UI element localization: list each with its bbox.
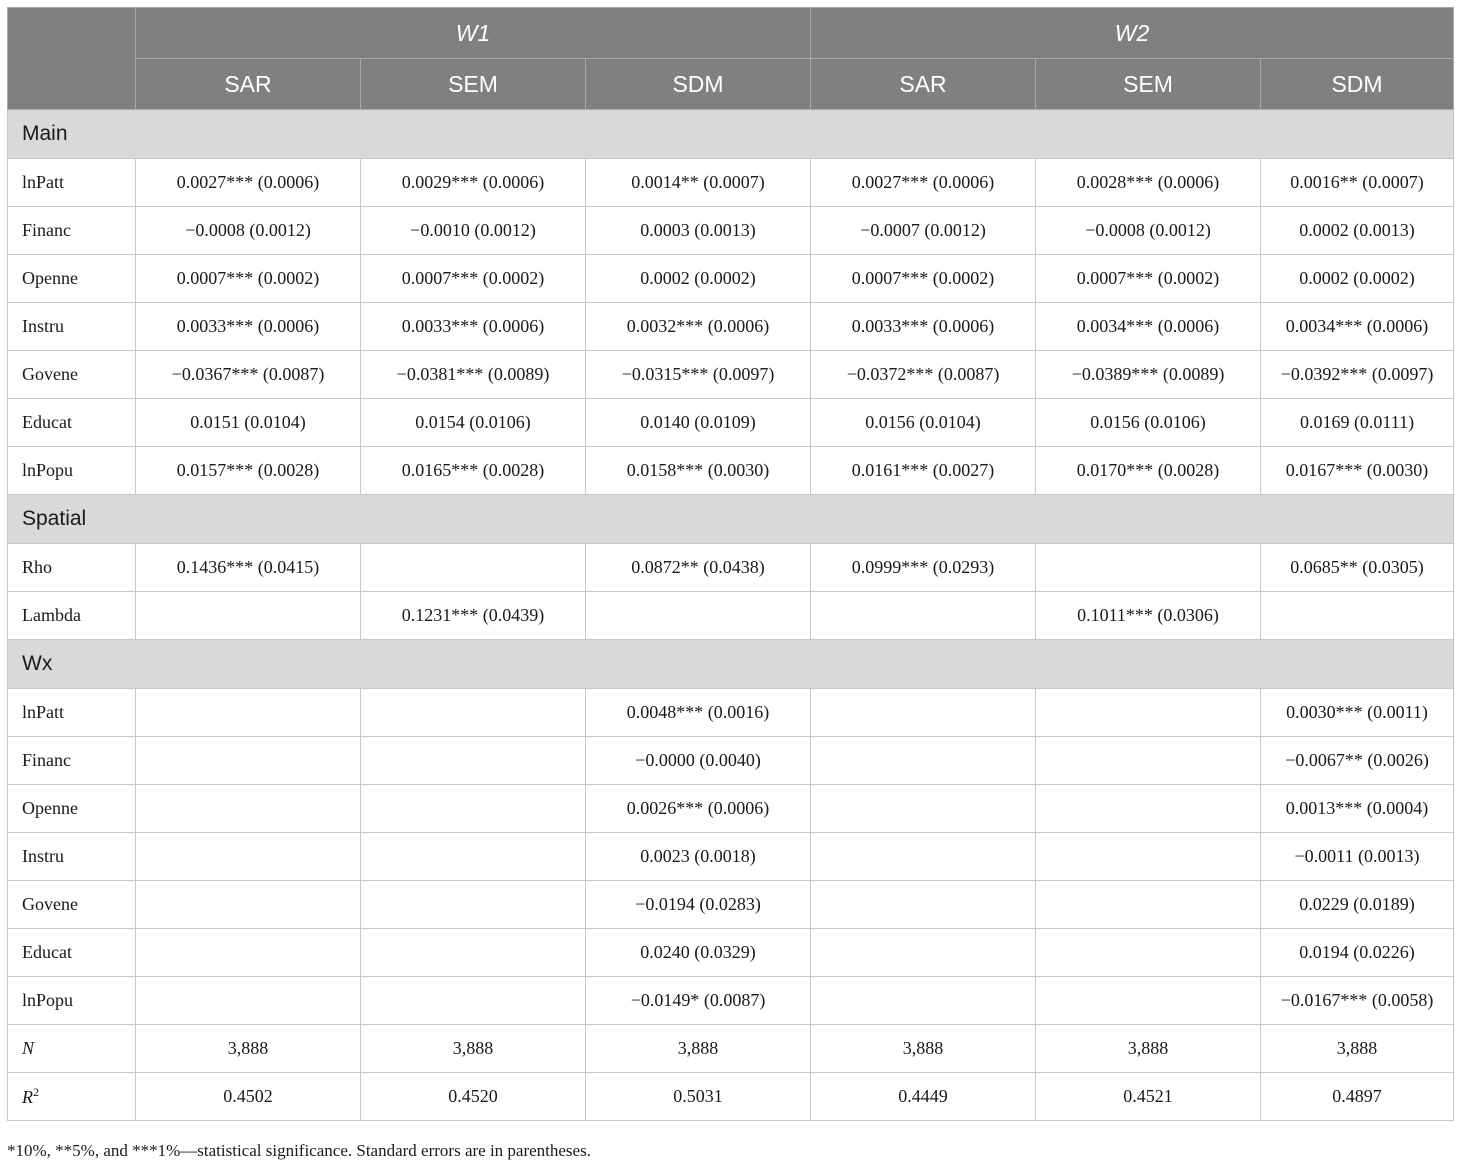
table-cell: 0.0034*** (0.0006) <box>1036 303 1261 351</box>
table-cell: 0.0033*** (0.0006) <box>361 303 586 351</box>
section-row-wx <box>8 640 1454 689</box>
table-cell: 3,888 <box>1036 1025 1261 1073</box>
row-label: Lambda <box>8 592 136 640</box>
summary-row <box>8 1073 1454 1121</box>
table-cell <box>1036 689 1261 737</box>
table-cell <box>136 881 361 929</box>
table-cell: −0.0381*** (0.0089) <box>361 351 586 399</box>
row-label: lnPatt <box>8 159 136 207</box>
row-label: Financ <box>8 207 136 255</box>
table-cell <box>136 929 361 977</box>
table-cell: 0.4449 <box>811 1073 1036 1121</box>
table-cell <box>1036 785 1261 833</box>
table-header <box>8 8 1454 110</box>
table-row <box>8 689 1454 737</box>
table-cell <box>811 881 1036 929</box>
table-cell: 0.0034*** (0.0006) <box>1261 303 1454 351</box>
table-cell: 3,888 <box>136 1025 361 1073</box>
row-label: Govene <box>8 881 136 929</box>
table-cell: −0.0007 (0.0012) <box>811 207 1036 255</box>
row-label: lnPopu <box>8 447 136 495</box>
table-cell: −0.0167*** (0.0058) <box>1261 977 1454 1025</box>
table-cell: −0.0011 (0.0013) <box>1261 833 1454 881</box>
table-cell: 3,888 <box>586 1025 811 1073</box>
table-row <box>8 592 1454 640</box>
table-row <box>8 303 1454 351</box>
table-row <box>8 929 1454 977</box>
table-cell <box>361 544 586 592</box>
table-cell: 0.0007*** (0.0002) <box>811 255 1036 303</box>
table-cell <box>136 592 361 640</box>
header-model-w1-sem: SEM <box>361 59 586 110</box>
table-cell <box>361 881 586 929</box>
table-cell: 0.0156 (0.0104) <box>811 399 1036 447</box>
table-cell <box>1036 544 1261 592</box>
row-label: Openne <box>8 785 136 833</box>
table-cell <box>811 785 1036 833</box>
table-cell <box>136 785 361 833</box>
table-cell <box>811 592 1036 640</box>
table-cell: 0.0002 (0.0002) <box>1261 255 1454 303</box>
table-cell: 0.0140 (0.0109) <box>586 399 811 447</box>
table-cell: 0.0872** (0.0438) <box>586 544 811 592</box>
table-cell: 0.0033*** (0.0006) <box>811 303 1036 351</box>
table-row <box>8 159 1454 207</box>
table-cell <box>811 689 1036 737</box>
table-row <box>8 207 1454 255</box>
table-cell <box>136 689 361 737</box>
row-label <box>8 1073 136 1121</box>
table-row <box>8 399 1454 447</box>
table-cell: 0.0003 (0.0013) <box>586 207 811 255</box>
table-cell: 0.0027*** (0.0006) <box>136 159 361 207</box>
header-group-w2: W2 <box>811 8 1454 59</box>
table-row <box>8 881 1454 929</box>
row-label-text: R <box>22 1087 33 1107</box>
table-cell: 0.0013*** (0.0004) <box>1261 785 1454 833</box>
table-cell: 0.0685** (0.0305) <box>1261 544 1454 592</box>
table-cell: −0.0372*** (0.0087) <box>811 351 1036 399</box>
table-cell: 0.0007*** (0.0002) <box>136 255 361 303</box>
table-cell: 3,888 <box>811 1025 1036 1073</box>
regression-table-container <box>7 7 1453 1121</box>
table-cell: 0.0007*** (0.0002) <box>1036 255 1261 303</box>
table-cell: −0.0008 (0.0012) <box>1036 207 1261 255</box>
table-cell: 0.1436*** (0.0415) <box>136 544 361 592</box>
table-cell: −0.0389*** (0.0089) <box>1036 351 1261 399</box>
row-label <box>8 1025 136 1073</box>
table-cell: −0.0008 (0.0012) <box>136 207 361 255</box>
table-cell: −0.0392*** (0.0097) <box>1261 351 1454 399</box>
table-cell <box>136 737 361 785</box>
table-cell: 0.0007*** (0.0002) <box>361 255 586 303</box>
row-label: Govene <box>8 351 136 399</box>
header-model-w2-sar: SAR <box>811 59 1036 110</box>
row-label: Openne <box>8 255 136 303</box>
table-cell: 0.4502 <box>136 1073 361 1121</box>
table-row <box>8 833 1454 881</box>
table-row <box>8 737 1454 785</box>
row-label: Educat <box>8 929 136 977</box>
table-cell <box>811 929 1036 977</box>
table-cell: 0.0167*** (0.0030) <box>1261 447 1454 495</box>
table-cell: −0.0315*** (0.0097) <box>586 351 811 399</box>
table-cell: 0.0999*** (0.0293) <box>811 544 1036 592</box>
section-title: Wx <box>8 640 1454 689</box>
header-row-models <box>8 59 1454 110</box>
row-label-superscript: 2 <box>33 1085 39 1099</box>
table-cell: −0.0149* (0.0087) <box>586 977 811 1025</box>
table-cell <box>361 929 586 977</box>
row-label: Educat <box>8 399 136 447</box>
table-cell: −0.0194 (0.0283) <box>586 881 811 929</box>
header-group-w1: W1 <box>136 8 811 59</box>
table-cell: 3,888 <box>361 1025 586 1073</box>
table-cell: 0.0027*** (0.0006) <box>811 159 1036 207</box>
table-cell: 0.0154 (0.0106) <box>361 399 586 447</box>
table-cell: 0.0030*** (0.0011) <box>1261 689 1454 737</box>
table-cell: 0.0016** (0.0007) <box>1261 159 1454 207</box>
table-cell: 0.0240 (0.0329) <box>586 929 811 977</box>
header-model-w1-sdm: SDM <box>586 59 811 110</box>
table-cell: 0.0151 (0.0104) <box>136 399 361 447</box>
table-cell: 0.0157*** (0.0028) <box>136 447 361 495</box>
table-cell: 0.0170*** (0.0028) <box>1036 447 1261 495</box>
table-row <box>8 785 1454 833</box>
table-cell: 0.0026*** (0.0006) <box>586 785 811 833</box>
table-cell: 0.4897 <box>1261 1073 1454 1121</box>
table-cell: 3,888 <box>1261 1025 1454 1073</box>
table-cell: 0.0002 (0.0013) <box>1261 207 1454 255</box>
table-cell <box>1261 592 1454 640</box>
table-cell: 0.1011*** (0.0306) <box>1036 592 1261 640</box>
header-model-w1-sar: SAR <box>136 59 361 110</box>
table-cell <box>361 977 586 1025</box>
row-label: Rho <box>8 544 136 592</box>
table-cell: 0.0048*** (0.0016) <box>586 689 811 737</box>
row-label: Instru <box>8 833 136 881</box>
table-cell <box>586 592 811 640</box>
table-cell: 0.0002 (0.0002) <box>586 255 811 303</box>
table-cell <box>1036 881 1261 929</box>
table-cell: −0.0067** (0.0026) <box>1261 737 1454 785</box>
section-title: Main <box>8 110 1454 159</box>
row-label: Financ <box>8 737 136 785</box>
table-cell: 0.0023 (0.0018) <box>586 833 811 881</box>
table-cell: 0.0028*** (0.0006) <box>1036 159 1261 207</box>
table-row <box>8 255 1454 303</box>
table-cell <box>811 977 1036 1025</box>
table-cell <box>1036 833 1261 881</box>
header-model-w2-sem: SEM <box>1036 59 1261 110</box>
row-label: lnPatt <box>8 689 136 737</box>
table-cell <box>361 833 586 881</box>
table-cell <box>811 737 1036 785</box>
summary-row <box>8 1025 1454 1073</box>
table-cell: −0.0010 (0.0012) <box>361 207 586 255</box>
table-cell <box>136 977 361 1025</box>
table-body <box>8 110 1454 1121</box>
table-cell <box>1036 977 1261 1025</box>
table-cell: −0.0367*** (0.0087) <box>136 351 361 399</box>
table-cell: 0.0029*** (0.0006) <box>361 159 586 207</box>
table-cell: 0.0165*** (0.0028) <box>361 447 586 495</box>
row-label: lnPopu <box>8 977 136 1025</box>
table-cell: −0.0000 (0.0040) <box>586 737 811 785</box>
table-cell: 0.1231*** (0.0439) <box>361 592 586 640</box>
table-footnote: *10%, **5%, and ***1%—statistical significance. Standard errors are in parentheses. <box>7 1141 591 1160</box>
table-cell <box>811 833 1036 881</box>
table-cell <box>1036 929 1261 977</box>
header-model-w2-sdm: SDM <box>1261 59 1454 110</box>
table-row <box>8 351 1454 399</box>
table-row <box>8 447 1454 495</box>
table-cell: 0.0194 (0.0226) <box>1261 929 1454 977</box>
table-cell: 0.0229 (0.0189) <box>1261 881 1454 929</box>
table-cell: 0.0033*** (0.0006) <box>136 303 361 351</box>
table-cell: 0.0169 (0.0111) <box>1261 399 1454 447</box>
section-row-main <box>8 110 1454 159</box>
table-cell <box>136 833 361 881</box>
table-cell <box>361 737 586 785</box>
section-title: Spatial <box>8 495 1454 544</box>
table-cell <box>361 785 586 833</box>
table-cell: 0.0161*** (0.0027) <box>811 447 1036 495</box>
table-cell: 0.0032*** (0.0006) <box>586 303 811 351</box>
table-row <box>8 977 1454 1025</box>
table-cell: 0.0156 (0.0106) <box>1036 399 1261 447</box>
table-cell: 0.0014** (0.0007) <box>586 159 811 207</box>
header-row-groups <box>8 8 1454 59</box>
table-cell: 0.4520 <box>361 1073 586 1121</box>
table-cell <box>361 689 586 737</box>
table-cell <box>1036 737 1261 785</box>
table-cell: 0.5031 <box>586 1073 811 1121</box>
section-row-spatial <box>8 495 1454 544</box>
table-cell: 0.0158*** (0.0030) <box>586 447 811 495</box>
table-row <box>8 544 1454 592</box>
table-cell: 0.4521 <box>1036 1073 1261 1121</box>
regression-results-table <box>7 7 1454 1121</box>
row-label: Instru <box>8 303 136 351</box>
header-corner-cell <box>8 8 136 110</box>
row-label-text: N <box>22 1038 35 1058</box>
